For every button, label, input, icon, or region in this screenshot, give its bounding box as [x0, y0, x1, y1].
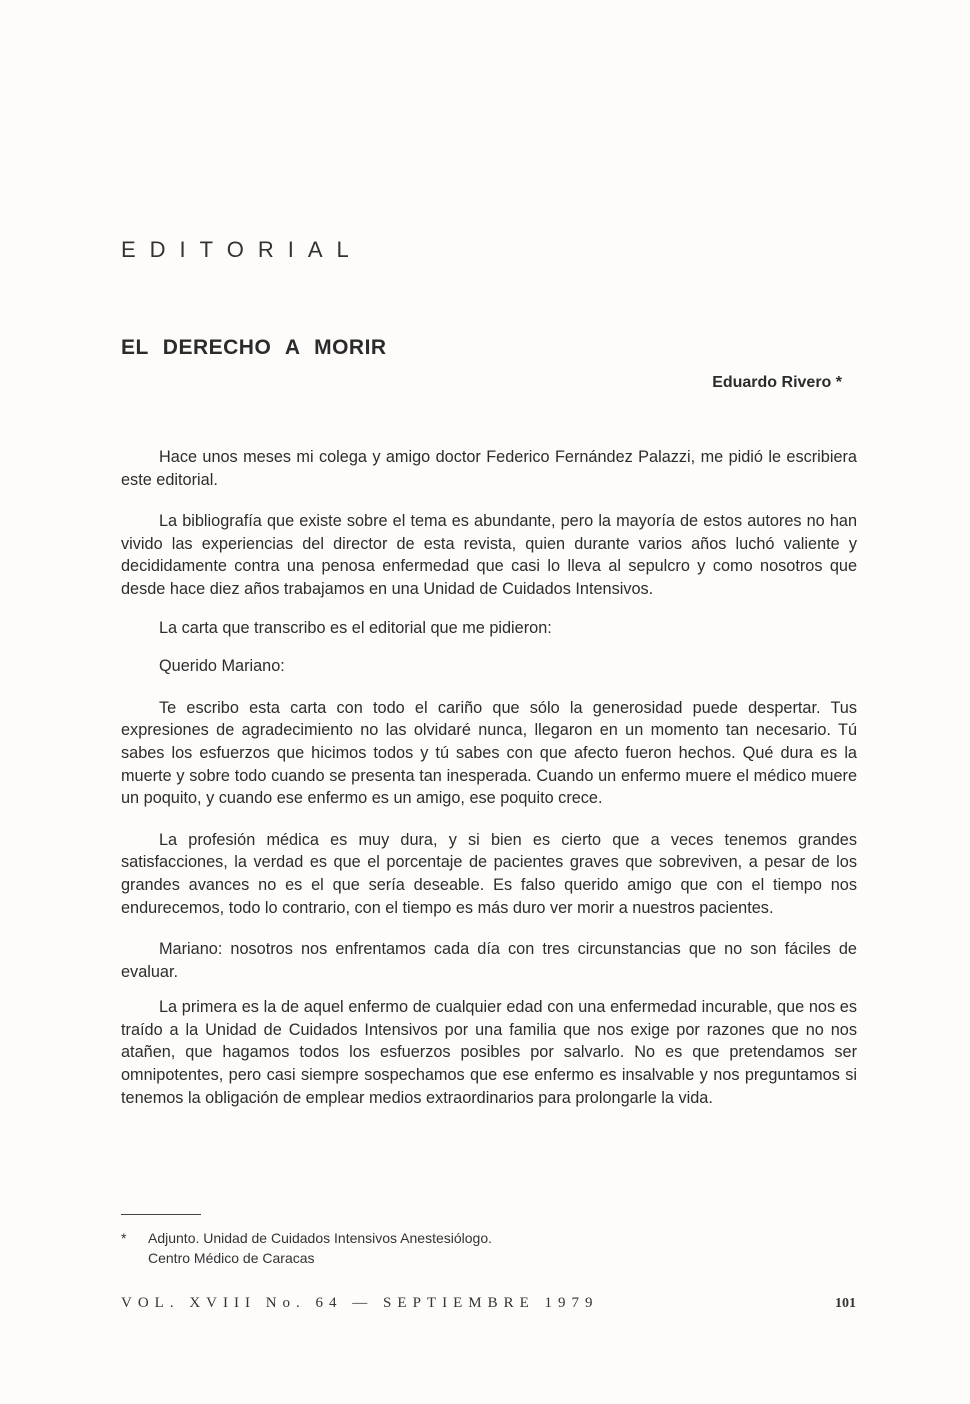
issue-footer: VOL. XVIII No. 64 — SEPTIEMBRE 1979 — [121, 1295, 599, 1311]
footnote-institution: Centro Médico de Caracas — [148, 1250, 315, 1266]
article-title: EL DERECHO A MORIR — [121, 336, 387, 359]
footnote-affiliation: Adjunto. Unidad de Cuidados Intensivos Anestesiólogo. — [148, 1230, 493, 1246]
paragraph: La bibliografía que existe sobre el tema es abundante, pero la mayoría de estos autores no han vivido las experiencias del director de esta revista, quien durante varios años luchó valiente y decididamente contra una penosa enfermedad que casi lo lleva al sepulcro y como nosotros que desde hace diez años trabajamos en una Unidad de Cuidados Intensivos. — [121, 512, 857, 598]
page-number: 101 — [835, 1296, 856, 1311]
author-byline: Eduardo Rivero * — [712, 374, 842, 391]
paragraph: Querido Mariano: — [159, 657, 285, 676]
paragraph: La profesión médica es muy dura, y si bien es cierto que a veces tenemos grandes satisfacciones, la verdad es que el porcentaje de pacientes graves que sobreviven, a pesar de los grandes avances no es el que sería deseable. Es falso querido amigo que con el tiempo nos endurecemos, todo lo contrario, con el tiempo es más duro ver morir a nuestros pacientes. — [121, 830, 857, 917]
footnote-mark: * — [121, 1230, 127, 1246]
paragraph: Te escribo esta carta con todo el cariño que sólo la generosidad puede despertar. Tus expresiones de agradecimiento no las olvidaré nunca, llegaron en un momento tan necesario. Tú sabes los esfuerzos que hicimos todos y tú sabes con que afecto fueron hechos. Qué dura es la muerte y sobre todo cuando se presenta tan inesperada. Cuando un enfermo muere el médico muere un poquito, y cuando ese enfermo es un amigo, ese poquito crece. — [121, 698, 857, 808]
footnote — [121, 1228, 492, 1268]
footnote-divider — [121, 1214, 201, 1215]
article-body — [121, 446, 857, 1109]
paragraph: La carta que transcribo es el editorial que me pidieron: — [159, 618, 552, 637]
section-label: EDITORIAL — [121, 237, 363, 262]
paragraph: Mariano: nosotros nos enfrentamos cada día con tres circunstancias que no son fáciles de evaluar. — [121, 940, 857, 981]
paragraph: Hace unos meses mi colega y amigo doctor Federico Fernández Palazzi, me pidió le escribiera este editorial. — [121, 448, 857, 489]
paragraph: La primera es la de aquel enfermo de cualquier edad con una enfermedad incurable, que nos es traído a la Unidad de Cuidados Intensivos por una familia que nos exige por razones que no nos atañen, que hagamos todos los esfuerzos posibles por salvarlo. No es que pretendamos ser omnipotentes, pero casi siempre sospechamos que ese enfermo es insalvable y nos preguntamos si tenemos la obligación de emplear medios extraordinarios para prolongarle la vida. — [121, 998, 857, 1107]
